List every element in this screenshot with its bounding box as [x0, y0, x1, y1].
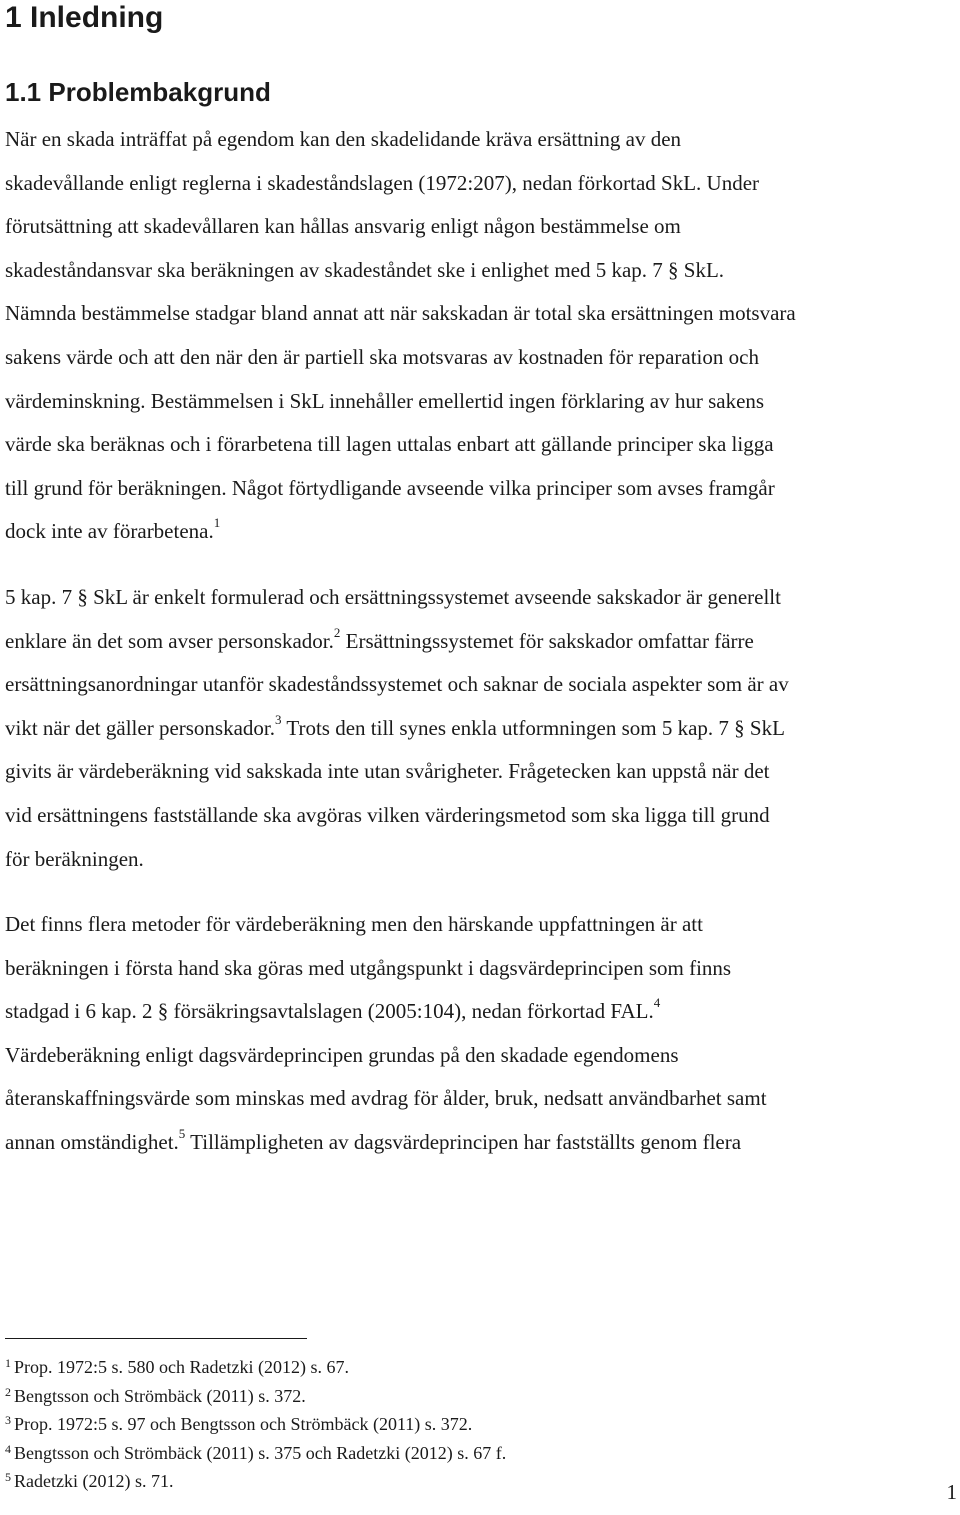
text-segment: Tillämpligheten av dagsvärdeprincipen har fastställts genom flera [185, 1129, 742, 1154]
text-line: Nämnda bestämmelse stadgar bland annat att när sakskadan är total ska ersättningen motsvara [5, 301, 796, 326]
section-heading: 1.1 Problembakgrund [5, 77, 271, 107]
text-segment: stadgad i 6 kap. 2 § försäkringsavtalslagen (2005:104), nedan förkortad FAL. [5, 999, 654, 1024]
footnote-number: 4 [5, 1441, 11, 1456]
footnote-text: Bengtsson och Strömbäck (2011) s. 375 och Radetzki (2012) s. 67 f. [14, 1442, 507, 1463]
footnote-separator [5, 1338, 307, 1339]
footnote-text: Prop. 1972:5 s. 580 och Radetzki (2012) s. 67. [14, 1357, 349, 1377]
footnote-ref-1[interactable]: 1 [213, 515, 221, 531]
footnote-number: 5 [5, 1470, 11, 1484]
text-segment: annan omständighet. [5, 1129, 179, 1154]
footnote-item [5, 1380, 506, 1409]
paragraph-problem-background-1 [5, 118, 960, 554]
text-line: När en skada inträffat på egendom kan den skadelidande kräva ersättning av den [5, 127, 682, 151]
text-line: 5 kap. 7 § SkL är enkelt formulerad och ersättningssystemet avseende sakskador är generellt [5, 585, 781, 609]
footnote-ref-3[interactable]: 3 [275, 711, 282, 727]
footnote-ref-2[interactable]: 2 [333, 624, 341, 640]
text-line: förutsättning att skadevållaren kan hållas ansvarig enligt någon bestämmelse om [5, 214, 681, 239]
footnote-number: 1 [5, 1356, 11, 1370]
footnote-ref-4[interactable]: 4 [653, 995, 661, 1011]
text-line: för beräkningen. [5, 846, 144, 871]
footnote-number: 2 [5, 1384, 11, 1399]
text-segment: Ersättningssystemet för sakskador omfattar färre [340, 628, 754, 653]
footnote-item [5, 1408, 506, 1437]
text-line: värdeminskning. Bestämmelsen i SkL innehåller emellertid ingen förklaring av hur sakens [5, 388, 765, 413]
footnote-ref-5[interactable]: 5 [178, 1125, 186, 1141]
text-segment: Trots den till synes enkla utformningen som 5 kap. 7 § SkL [281, 715, 785, 740]
text-segment: dock inte av förarbetena. [5, 519, 214, 544]
footnote-item [5, 1465, 506, 1494]
text-line: till grund för beräkningen. Något förtydligande avseende vilka principer som avses framgår [5, 475, 775, 500]
chapter-heading: 1 Inledning [5, 1, 164, 34]
text-line [5, 620, 960, 664]
text-line [5, 1121, 960, 1165]
footnote-text: Prop. 1972:5 s. 97 och Bengtsson och Strömbäck (2011) s. 372. [14, 1414, 473, 1434]
footnote-text: Bengtsson och Strömbäck (2011) s. 372. [14, 1385, 306, 1406]
text-line: beräkningen i första hand ska göras med utgångspunkt i dagsvärdeprincipen som finns [5, 955, 732, 980]
text-line: sakens värde och att den när den är partiell ska motsvaras av kostnaden för reparation och [5, 344, 759, 369]
text-line: skadeståndansvar ska beräkningen av skadeståndet ske i enlighet med 5 kap. 7 § SkL. [5, 257, 725, 282]
text-line: vid ersättningens fastställande ska avgöras vilken värderingsmetod som ska ligga till grund [5, 802, 770, 827]
footnote-item [5, 1437, 506, 1466]
footnote-text: Radetzki (2012) s. 71. [14, 1471, 174, 1491]
text-line: skadevållande enligt reglerna i skadeståndslagen (1972:207), nedan förkortad SkL. Under [5, 170, 760, 195]
text-line: givits är värdeberäkning vid sakskada inte utan svårigheter. Frågetecken kan uppstå när det [5, 759, 770, 784]
text-segment: vikt när det gäller personskador. [5, 715, 276, 740]
paragraph-problem-background-2 [5, 576, 960, 881]
footnotes [5, 1351, 506, 1494]
paragraph-problem-background-3 [5, 903, 960, 1165]
text-line: Värdeberäkning enligt dagsvärdeprincipen grundas på den skadade egendomens [5, 1042, 679, 1067]
text-line [5, 510, 960, 554]
footnote-number: 3 [5, 1413, 11, 1427]
text-line [5, 990, 960, 1034]
text-line: ersättningsanordningar utanför skadeståndssystemet och saknar de sociala aspekter som är av [5, 672, 789, 697]
text-line: återanskaffningsvärde som minskas med avdrag för ålder, bruk, nedsatt användbarhet samt [5, 1086, 767, 1111]
text-line: Det finns flera metoder för värdeberäkning men den härskande uppfattningen är att [5, 912, 703, 936]
text-segment: enklare än det som avser personskador. [5, 628, 334, 653]
footnote-item [5, 1351, 506, 1380]
text-line [5, 707, 960, 751]
page-number: 1 [946, 1480, 957, 1504]
text-line: värde ska beräknas och i förarbetena till lagen uttalas enbart att gällande principer ska ligga [5, 432, 774, 457]
